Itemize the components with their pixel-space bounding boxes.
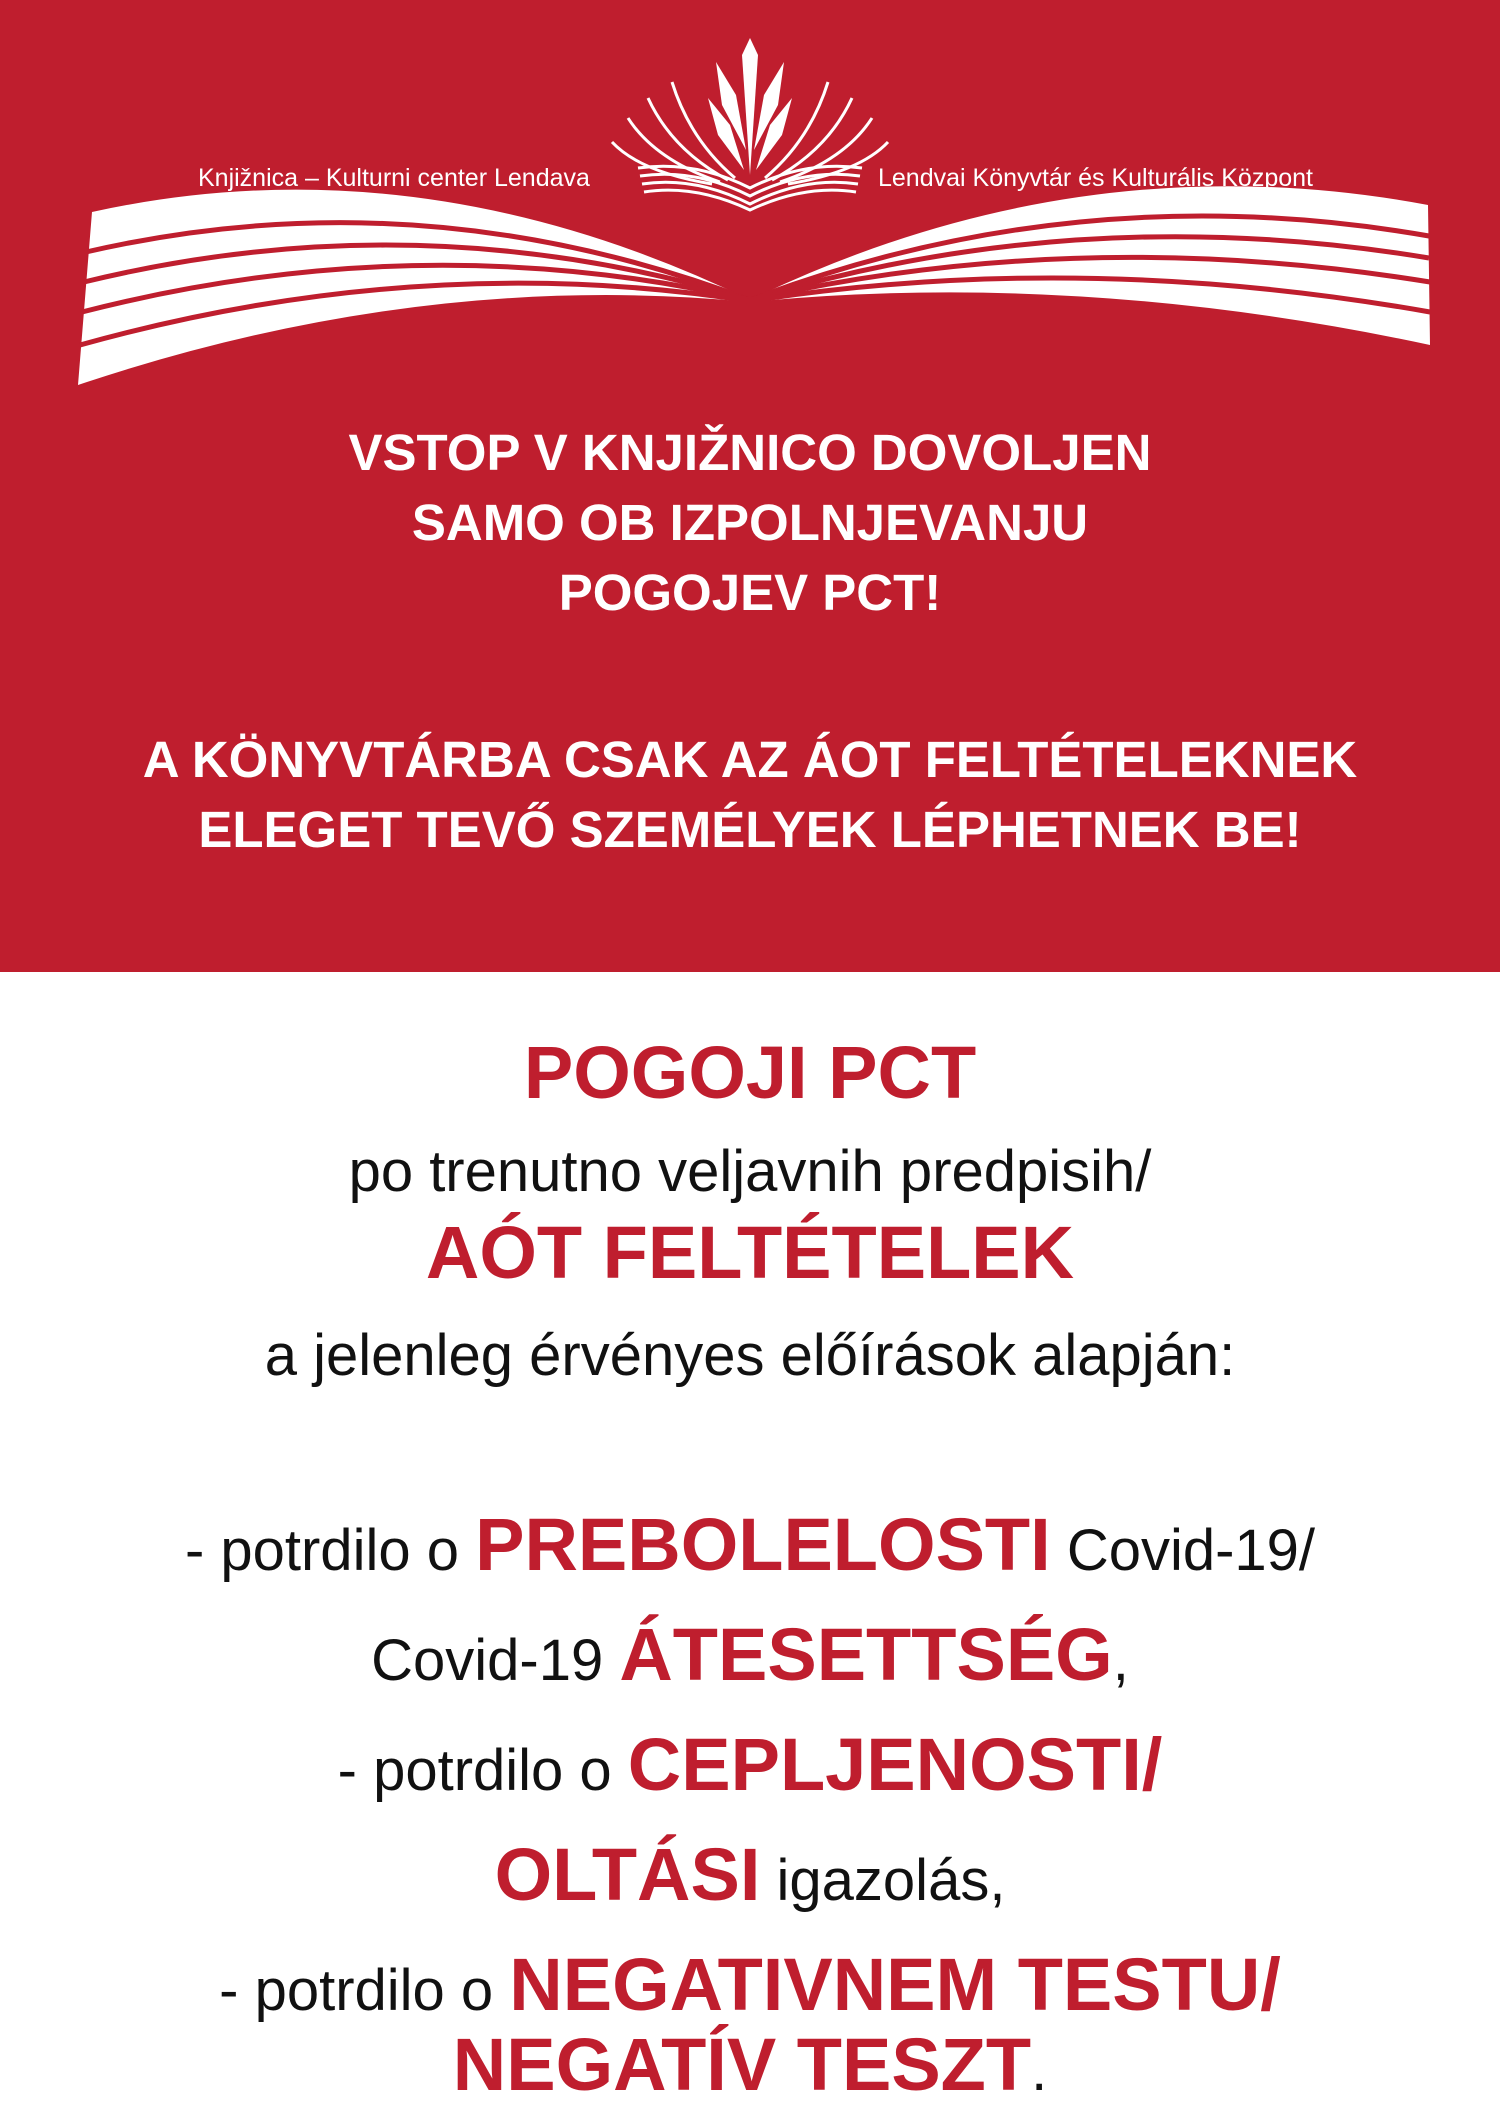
conditions-section: [0, 972, 1500, 2122]
condition-line: [0, 2022, 1500, 2107]
condition-suffix: .: [1031, 2038, 1048, 2103]
condition-suffix: igazolás,: [760, 1848, 1006, 1913]
condition-highlight: NEGATIVNEM TESTU/: [509, 1943, 1281, 2026]
open-book-with-wheat-icon: [0, 0, 1500, 400]
condition-line: [0, 1502, 1500, 1587]
notice-line: VSTOP V KNJIŽNICO DOVOLJEN: [348, 424, 1152, 481]
notice-line: ELEGET TEVŐ SZEMÉLYEK LÉPHETNEK BE!: [198, 801, 1302, 858]
conditions-subtitle-hungarian: a jelenleg érvényes előírások alapján:: [264, 1323, 1236, 1388]
condition-highlight: NEGATÍV TESZT: [452, 2023, 1032, 2106]
condition-highlight: PREBOLELOSTI: [475, 1503, 1051, 1586]
condition-highlight: ÁTESETTSÉG: [619, 1613, 1113, 1696]
conditions-subtitle-slovenian: po trenutno veljavnih predpisih/: [348, 1139, 1152, 1204]
condition-line: [0, 1832, 1500, 1917]
notice-line: SAMO OB IZPOLNJEVANJU: [411, 494, 1089, 551]
condition-highlight: CEPLJENOSTI/: [627, 1723, 1163, 1806]
condition-line: [0, 1722, 1500, 1807]
condition-suffix: Covid-19/: [1050, 1518, 1316, 1583]
condition-line: [0, 1612, 1500, 1697]
condition-highlight: OLTÁSI: [494, 1833, 761, 1916]
organization-name-slovenian: Knjižnica – Kulturni center Lendava: [198, 164, 590, 192]
notice-line: POGOJEV PCT!: [558, 564, 942, 621]
notice-hungarian: [0, 725, 1500, 865]
conditions-title-hungarian: AÓT FELTÉTELEK: [425, 1211, 1075, 1294]
condition-prefix: - potrdilo o: [184, 1518, 476, 1583]
notice-line: A KÖNYVTÁRBA CSAK AZ ÁOT FELTÉTELEKNEK: [142, 731, 1358, 788]
condition-prefix: - potrdilo o: [337, 1738, 628, 1803]
condition-prefix: - potrdilo o: [219, 1958, 510, 2023]
conditions-title-slovenian: POGOJI PCT: [523, 1031, 977, 1114]
header-banner: [0, 0, 1500, 972]
notice-slovenian: [0, 418, 1500, 628]
organization-name-hungarian: Lendvai Könyvtár és Kulturális Központ: [878, 164, 1313, 192]
condition-suffix: ,: [1112, 1628, 1129, 1693]
condition-line: [0, 1942, 1500, 2027]
condition-prefix: Covid-19: [371, 1628, 620, 1693]
